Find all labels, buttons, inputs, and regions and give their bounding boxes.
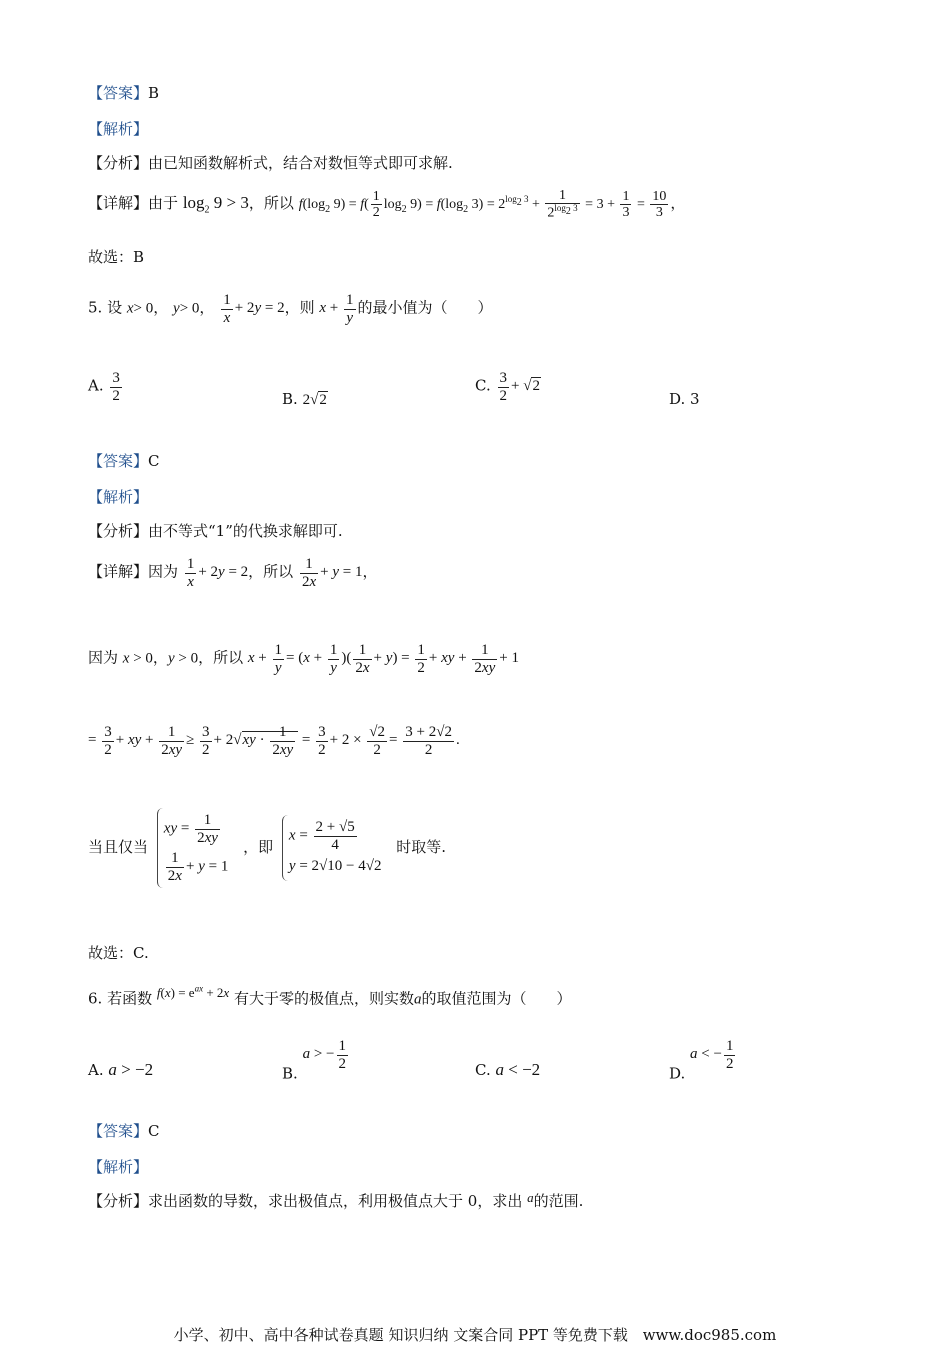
- formula-q5-derived: $\frac{1}{2x}$ + y = 1: [301, 556, 363, 590]
- formula-q6-option-d: a < − $\frac{1}{2}$: [690, 1038, 734, 1072]
- option-letter: C.: [475, 376, 491, 395]
- jiexi-tag: 【解析】: [88, 488, 149, 506]
- formula-equality-system: xy = $\frac{1}{2xy}$ $\frac{1}{2x}$ + y = 1: [157, 808, 235, 888]
- formula-q6-option-c: a < −2: [495, 1060, 541, 1079]
- q5-jiexi-line: [88, 486, 148, 507]
- fenxi-tag: 【分析】: [88, 154, 149, 172]
- formula-xy-positive: x > 0，y > 0: [122, 650, 199, 667]
- formula-q5-target: x + $\frac{1}{y}$: [319, 292, 354, 326]
- formula-option-a: $\frac{3}{2}$: [112, 370, 120, 404]
- formula-y-positive: y: [173, 300, 180, 317]
- q6-jiexi-line: [88, 1156, 148, 1177]
- formula-log-condition: $\log_2 9 > 3$: [182, 192, 249, 216]
- formula-q5-given: $\frac{1}{x}$ + 2y = 2: [186, 556, 249, 590]
- q5-stem-then: ，则: [284, 298, 315, 317]
- fenxi-var: a: [527, 1190, 534, 1205]
- so-text: ，所以: [198, 648, 244, 667]
- formula-f-log-chain: $f(\log_2$ 9) = f( $\frac{1}{2}$ $\log_2 9) = f(\log_2$ $3) = 2^{log_2 3}$ + $\frac{1}{2^{log_2 3}}$ = 3 + $\frac{1}{3}$ = $\frac{10}{3}$: [298, 188, 667, 222]
- q6-stem: [88, 984, 572, 1008]
- q5-xiangjie-line: 【详解】因为 $\frac{1}{x}$ + 2y = 2，所以 $\frac{1}{2x}$ + y = 1，: [88, 556, 378, 590]
- page-footer: [0, 1324, 950, 1345]
- equality-mid: ，即: [243, 838, 274, 856]
- q5-option-a: [88, 370, 124, 404]
- q6-stem-suffix: 的取值范围为（ ）: [421, 989, 572, 1008]
- q6-option-b: [282, 1038, 350, 1082]
- q5-option-c: [475, 370, 541, 404]
- footer-text: 小学、初中、高中各种试卷真题 知识归纳 文案合同 PPT 等免费下载: [173, 1326, 628, 1344]
- answer-tag: 【答案】: [88, 84, 149, 102]
- option-letter: B.: [282, 1064, 298, 1083]
- xiangjie-tag: 【详解】: [88, 193, 149, 212]
- formula-q6-option-a: a > −2: [108, 1060, 154, 1079]
- q5-stem-suffix: 的最小值为（ ）: [357, 298, 493, 317]
- option-letter: A.: [88, 1061, 104, 1079]
- answer-value: C: [148, 1122, 160, 1140]
- option-letter: D.: [669, 1064, 686, 1083]
- q6-option-d: [669, 1038, 737, 1082]
- jiexi-tag: 【解析】: [88, 1158, 149, 1176]
- fenxi-tag: 【分析】: [88, 1192, 149, 1210]
- q5-step1: [88, 642, 519, 676]
- option-d-text: 3: [690, 390, 700, 408]
- q5-step2: [88, 724, 460, 758]
- formula-q6-option-b: a > − $\frac{1}{2}$: [302, 1038, 346, 1072]
- formula-q6-function: $f(x) = e^{ax} + 2x$: [156, 984, 230, 1001]
- option-letter: B.: [282, 390, 298, 408]
- q6-option-a: [88, 1060, 153, 1080]
- equality-suffix: 时取等.: [396, 838, 447, 856]
- q5-equality: [88, 808, 446, 888]
- answer-value: C: [148, 452, 160, 470]
- formula-amgm: = $\frac{3}{2}$ + xy + $\frac{1}{2xy}$ ≥ $\frac{3}{2}$ + 2√xy · $\frac{1}{2xy}$ = $\frac{3}{2}$ + 2 × $\frac{√2}{2}$ = $\frac{3 + 2√2}{2}$ .: [88, 724, 460, 758]
- q6-stem-prefix: 6. 若函数: [88, 989, 153, 1008]
- q5-option-d: [669, 390, 700, 408]
- formula-equality-solution: x = $\frac{2 + √5}{4}$ y = 2√10 − 4√2: [282, 815, 388, 881]
- q4-fenxi-line: [88, 152, 453, 173]
- q6-fenxi-line: [88, 1190, 583, 1211]
- fenxi-suffix: 的范围.: [533, 1192, 584, 1210]
- fenxi-text: 由已知函数解析式，结合对数恒等式即可求解.: [148, 154, 453, 172]
- formula-option-b: 2√2: [302, 392, 327, 408]
- xiangjie-mid: ，所以: [248, 193, 294, 212]
- q4-answer-line: [88, 82, 159, 103]
- option-letter: A.: [88, 376, 104, 395]
- formula-x-positive: x: [126, 300, 134, 317]
- option-letter: C.: [475, 1061, 491, 1079]
- q5-fenxi-line: [88, 520, 343, 541]
- q5-stem: 5. 设 x> 0， y> 0， $\frac{1}{x}$ + 2y = 2，则 x + $\frac{1}{y}$ 的最小值为（ ）: [88, 292, 493, 326]
- footer-url[interactable]: www.doc985.com: [642, 1326, 777, 1344]
- q5-stem-prefix: 5. 设: [88, 298, 123, 317]
- jiexi-tag: 【解析】: [88, 120, 149, 138]
- formula-option-c: $\frac{3}{2}$ + √2: [499, 370, 540, 404]
- option-letter: D.: [669, 390, 686, 408]
- q6-answer-line: [88, 1120, 160, 1141]
- formula-q5-condition: $\frac{1}{x}$ + 2y = 2: [223, 292, 285, 326]
- fenxi-text: 由不等式“1”的代换求解即可.: [148, 522, 343, 540]
- answer-tag: 【答案】: [88, 452, 149, 470]
- q4-conclusion: 故选：B: [88, 248, 145, 266]
- xiangjie-prefix: 因为: [148, 562, 179, 581]
- xiangjie-prefix: 由于: [148, 193, 179, 212]
- q5-answer-line: [88, 450, 160, 471]
- fenxi-tag: 【分析】: [88, 522, 149, 540]
- q5-conclusion: 故选：C.: [88, 944, 149, 962]
- because-text: 因为: [88, 648, 119, 667]
- xiangjie-mid: ，所以: [248, 562, 294, 581]
- answer-value: B: [148, 84, 160, 102]
- q6-stem-mid: 有大于零的极值点，则实数: [233, 989, 414, 1008]
- q4-jiexi-line: [88, 118, 148, 139]
- q5-option-b: [282, 390, 328, 409]
- q6-option-c: [475, 1060, 540, 1080]
- q4-xiangjie-line: 【详解】由于 $\log_2 9 > 3$，所以 $f(\log_2$ 9) = f( $\frac{1}{2}$ $\log_2 9) = f(\log_2$ $3) = 2^{log_2 3}$ + $\frac{1}{2^{log_2 3}}$ = 3 + $\frac{1}{3}$ = $\frac{10}{3}$ ，: [88, 188, 686, 222]
- xiangjie-tag: 【详解】: [88, 562, 149, 581]
- formula-expansion: x + $\frac{1}{y}$ = (x + $\frac{1}{y}$ )( $\frac{1}{2x}$ + y) = $\frac{1}{2}$ + xy + $\frac{1}{2xy}$ + 1: [247, 642, 519, 676]
- q6-stem-var: a: [413, 991, 422, 1008]
- equality-prefix: 当且仅当: [88, 838, 149, 856]
- fenxi-prefix: 求出函数的导数，求出极值点，利用极值点大于 0，求出: [148, 1192, 523, 1210]
- answer-tag: 【答案】: [88, 1122, 149, 1140]
